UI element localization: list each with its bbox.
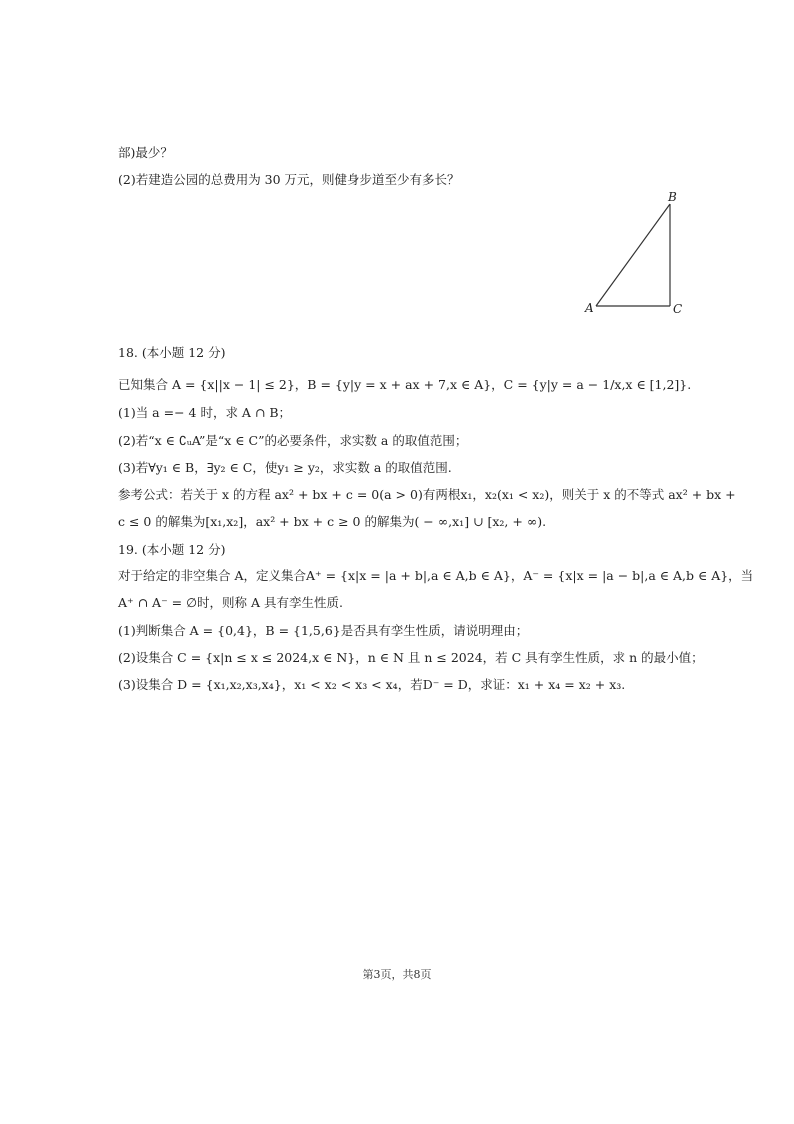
reference-formula-line-1: 参考公式：若关于 x 的方程 ax² + bx + c = 0(a > 0)有两根x₁，x₂(x₁ < x₂)，则关于 x 的不等式 ax² + bx + xyxy=(118,487,736,502)
question-19-stem-line-1: 对于给定的非空集合 A，定义集合A⁺ = {x|x = |a + b|,a ∈ A,b ∈ A}，A⁻ = {x|x = |a − b|,a ∈ A,b ∈ A}，当 xyxy=(118,568,754,583)
question-17-part-2: (2)若建造公园的总费用为 30 万元，则健身步道至少有多长？ xyxy=(118,172,460,187)
question-19-heading: 19. (本小题 12 分) xyxy=(118,542,226,557)
side-ab xyxy=(596,204,670,306)
page-number-footer: 第3页，共8页 xyxy=(362,968,432,981)
vertex-label-a: A xyxy=(585,301,594,315)
question-19-part-1: (1)判断集合 A = {0,4}，B = {1,5,6}是否具有孪生性质，请说明理由； xyxy=(118,623,529,638)
vertex-label-b: B xyxy=(668,190,677,204)
question-19-part-3: (3)设集合 D = {x₁,x₂,x₃,x₄}，x₁ < x₂ < x₃ < x₄，若D⁻ = D，求证：x₁ + x₄ = x₂ + x₃. xyxy=(118,677,626,692)
question-18-part-1: (1)当 a =− 4 时，求 A ∩ B； xyxy=(118,405,292,420)
question-19-part-2: (2)设集合 C = {x|n ≤ x ≤ 2024,x ∈ N}，n ∈ N 且 n ≤ 2024，若 C 具有孪生性质，求 n 的最小值； xyxy=(118,650,704,665)
question-18-part-3: (3)若∀y₁ ∈ B，∃y₂ ∈ C，使y₁ ≥ y₂，求实数 a 的取值范围. xyxy=(118,460,452,475)
question-18-stem: 已知集合 A = {x||x − 1| ≤ 2}，B = {y|y = x + ax + 7,x ∈ A}，C = {y|y = a − 1/x,x ∈ [1,2]}. xyxy=(118,377,692,392)
text-line-1: 部)最少？ xyxy=(118,145,173,160)
question-18-heading: 18. (本小题 12 分) xyxy=(118,345,226,360)
question-18-part-2: (2)若“x ∈ ∁ᵤA”是“x ∈ C”的必要条件，求实数 a 的取值范围； xyxy=(118,433,468,448)
question-19-stem-line-2: A⁺ ∩ A⁻ = ∅时，则称 A 具有孪生性质. xyxy=(118,595,343,610)
vertex-label-c: C xyxy=(673,302,683,316)
reference-formula-line-2: c ≤ 0 的解集为[x₁,x₂]，ax² + bx + c ≥ 0 的解集为( − ∞,x₁] ∪ [x₂, + ∞). xyxy=(118,514,547,529)
right-triangle-figure xyxy=(582,188,686,316)
